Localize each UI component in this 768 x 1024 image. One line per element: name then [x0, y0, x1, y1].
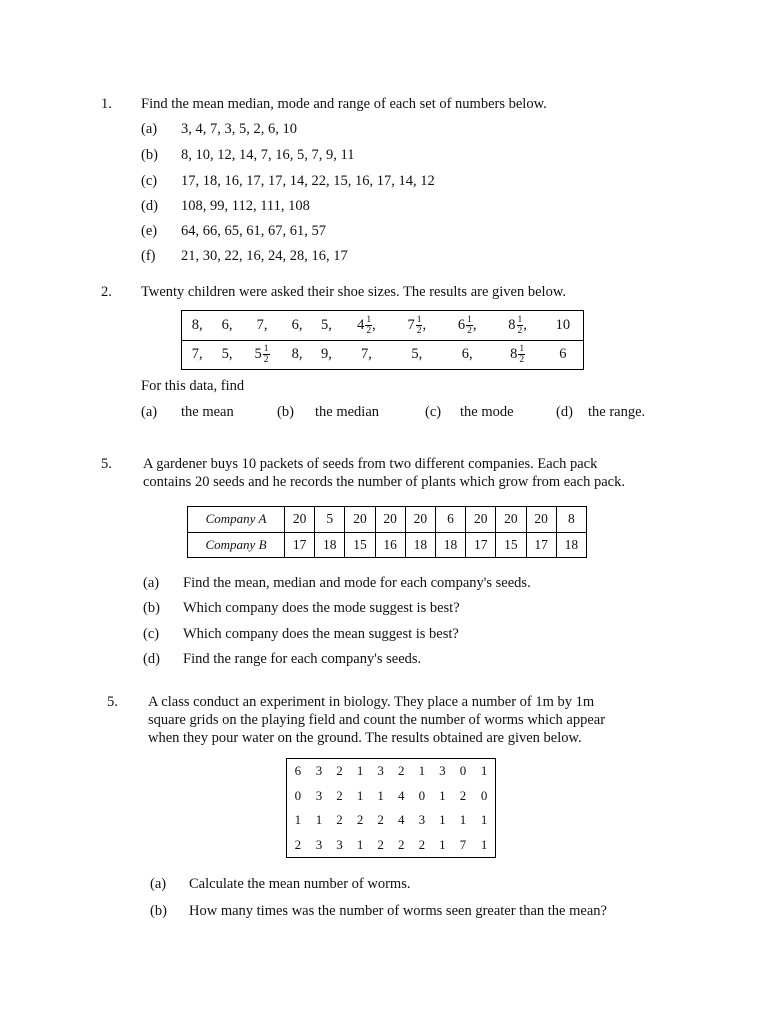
worm-count-cell: 4 — [398, 812, 405, 828]
worm-count-cell: 1 — [439, 787, 446, 803]
q2-prompt: Twenty children were asked their shoe sizes. The results are given below. — [141, 284, 566, 300]
company-b-row — [188, 532, 587, 558]
numerator: 1 — [416, 314, 422, 325]
worm-count-cell: 1 — [480, 812, 488, 828]
shoe-size-cell — [492, 311, 542, 341]
seed-count-cell: 6 — [435, 507, 465, 533]
shoe-size-cell — [282, 340, 311, 370]
worm-count-cell: 0 — [294, 787, 302, 803]
worms-row — [287, 759, 496, 784]
q1-prompt: Find the mean median, mode and range of each set of numbers below. — [141, 96, 547, 112]
item-label: (d) — [143, 651, 160, 667]
shoe-size-cell — [442, 311, 492, 341]
shoe-size-cell — [242, 340, 283, 370]
company-a-label: Company A — [188, 507, 285, 533]
separator: , — [422, 316, 427, 333]
whole: 8, — [191, 316, 203, 333]
item-text: 3, 4, 7, 3, 5, 2, 6, 10 — [181, 121, 297, 137]
seed-count-cell: 20 — [526, 507, 556, 533]
worm-count-cell: 1 — [480, 763, 488, 779]
whole: 5, — [411, 346, 423, 363]
part-text: the mean — [181, 404, 234, 420]
worm-count-cell: 2 — [336, 812, 343, 828]
worm-count-cell: 1 — [439, 812, 446, 828]
worms-row — [287, 784, 496, 808]
item-label: (b) — [143, 600, 160, 616]
shoe-size-cell — [182, 340, 213, 370]
worm-count-cell: 0 — [480, 787, 488, 803]
denominator: 2 — [263, 355, 269, 366]
worm-count-cell: 2 — [418, 836, 426, 852]
worm-count-cell: 2 — [336, 787, 343, 803]
worm-count-cell: 3 — [439, 763, 446, 779]
worm-count-cell: 2 — [377, 812, 384, 828]
item-text: Find the mean, median and mode for each company's seeds. — [183, 575, 531, 591]
item-label: (e) — [141, 223, 158, 239]
seed-count-cell: 20 — [466, 507, 496, 533]
worms-row — [287, 832, 496, 857]
item-label: (b) — [150, 903, 167, 919]
whole: 8 — [510, 346, 518, 363]
whole: 6, — [461, 346, 473, 363]
item-text: 64, 66, 65, 61, 67, 61, 57 — [181, 223, 326, 239]
whole: 7, — [360, 346, 372, 363]
worm-count-cell: 1 — [315, 812, 323, 828]
q2-number: 2. — [101, 284, 112, 300]
item-label: (b) — [141, 147, 158, 163]
shoe-size-cell — [182, 311, 213, 341]
worm-count-cell: 1 — [480, 836, 488, 852]
shoe-size-cell — [312, 340, 341, 370]
seed-count-cell: 5 — [315, 507, 345, 533]
shoe-size-cell — [442, 340, 492, 370]
shoe-size-cell — [543, 340, 584, 370]
item-text: Which company does the mode suggest is best? — [183, 600, 460, 616]
shoe-size-row — [182, 311, 584, 341]
whole: 7, — [191, 346, 203, 363]
seed-count-cell: 17 — [285, 532, 315, 558]
company-b-label: Company B — [188, 532, 285, 558]
worm-count-cell: 2 — [356, 812, 364, 828]
item-label: (f) — [141, 248, 156, 264]
shoe-size-cell — [212, 311, 241, 341]
denominator: 2 — [416, 325, 422, 336]
worm-count-cell: 2 — [398, 836, 405, 852]
shoe-size-cell — [341, 340, 391, 370]
worm-count-cell: 1 — [356, 763, 364, 779]
seed-count-cell: 18 — [405, 532, 435, 558]
q3-prompt-line2: contains 20 seeds and he records the number of plants which grow from each pack. — [143, 474, 625, 490]
worm-count-cell: 1 — [418, 763, 426, 779]
item-label: (d) — [141, 198, 158, 214]
item-label: (a) — [150, 876, 167, 892]
whole: 4 — [357, 316, 365, 333]
worm-count-cell: 6 — [294, 763, 302, 779]
whole: 7 — [407, 316, 415, 333]
q4-prompt-line1: A class conduct an experiment in biology. They place a number of 1m by 1m — [148, 694, 595, 710]
worm-count-cell: 3 — [377, 763, 384, 779]
worm-count-cell: 2 — [398, 763, 405, 779]
worm-count-cell: 3 — [336, 836, 343, 852]
numerator: 1 — [519, 344, 525, 355]
worm-count-cell: 2 — [294, 836, 302, 852]
item-text: Find the range for each company's seeds. — [183, 651, 422, 667]
item-text: 8, 10, 12, 14, 7, 16, 5, 7, 9, 11 — [181, 147, 355, 163]
item-label: (c) — [141, 173, 158, 189]
whole: 5, — [221, 346, 233, 363]
seed-count-cell: 20 — [285, 507, 315, 533]
q3-number: 5. — [101, 456, 112, 472]
numerator: 1 — [366, 314, 372, 325]
shoe-size-cell — [341, 311, 391, 341]
part-label: (a) — [141, 404, 158, 420]
item-text: 21, 30, 22, 16, 24, 28, 16, 17 — [181, 248, 348, 264]
separator: , — [523, 316, 527, 333]
company-a-row — [188, 507, 587, 533]
part-text: the median — [315, 404, 380, 420]
shoe-size-cell — [312, 311, 341, 341]
q2-find-label: For this data, find — [141, 378, 245, 394]
whole: 6 — [457, 316, 466, 333]
worms-table — [286, 758, 496, 858]
part-label: (c) — [425, 404, 442, 420]
whole: 5 — [254, 346, 262, 363]
shoe-size-cell — [392, 311, 442, 341]
numerator: 1 — [263, 344, 269, 355]
item-text: 17, 18, 16, 17, 17, 14, 22, 15, 16, 17, 14, 12 — [181, 173, 435, 189]
worm-count-cell: 2 — [336, 763, 343, 779]
worm-count-cell: 1 — [439, 836, 446, 852]
q1-number: 1. — [101, 96, 112, 112]
numerator: 1 — [467, 314, 472, 325]
item-label: (a) — [143, 575, 160, 591]
fraction — [518, 344, 525, 365]
worm-count-cell: 0 — [418, 787, 426, 803]
shoe-size-cell — [282, 311, 311, 341]
part-text: the range. — [588, 404, 646, 420]
whole: 8 — [508, 316, 516, 333]
whole: 6 — [559, 346, 567, 363]
fraction — [466, 315, 473, 336]
denominator: 2 — [519, 355, 525, 366]
item-label: (a) — [141, 121, 158, 137]
part-text: the mode — [460, 404, 514, 420]
whole: 6, — [291, 316, 303, 333]
worm-count-cell: 1 — [356, 836, 364, 852]
item-text: Which company does the mean suggest is best? — [183, 626, 459, 642]
whole: 9, — [321, 346, 332, 363]
item-text: How many times was the number of worms seen greater than the mean? — [189, 903, 607, 919]
worm-count-cell: 3 — [315, 787, 323, 803]
numerator: 1 — [517, 314, 523, 325]
seed-count-cell: 20 — [345, 507, 375, 533]
seed-count-cell: 15 — [345, 532, 375, 558]
shoe-size-table — [181, 310, 584, 370]
item-label: (c) — [143, 626, 160, 642]
separator: , — [472, 316, 477, 333]
seed-count-cell: 15 — [496, 532, 526, 558]
worm-count-cell: 3 — [315, 763, 323, 779]
shoe-size-cell — [492, 340, 542, 370]
seed-count-cell: 8 — [556, 507, 586, 533]
whole: 8, — [291, 346, 303, 363]
shoe-size-cell — [242, 311, 283, 341]
shoe-size-cell — [543, 311, 584, 341]
whole: 10 — [555, 316, 571, 333]
worm-count-cell: 1 — [356, 787, 364, 803]
whole: 7, — [256, 316, 268, 333]
seed-count-cell: 20 — [375, 507, 405, 533]
denominator: 2 — [366, 325, 372, 336]
seed-count-cell: 17 — [466, 532, 496, 558]
seed-count-cell: 20 — [496, 507, 526, 533]
fraction — [263, 344, 270, 365]
seed-count-cell: 18 — [435, 532, 465, 558]
seeds-table — [187, 506, 587, 558]
worm-count-cell: 1 — [294, 812, 302, 828]
whole: 6, — [221, 316, 233, 333]
q4-number: 5. — [107, 694, 118, 710]
seed-count-cell: 16 — [375, 532, 405, 558]
worm-count-cell: 1 — [377, 787, 384, 803]
shoe-size-cell — [392, 340, 442, 370]
seed-count-cell: 20 — [405, 507, 435, 533]
shoe-size-cell — [212, 340, 241, 370]
worm-count-cell: 3 — [418, 812, 426, 828]
denominator: 2 — [467, 325, 472, 336]
separator: , — [372, 316, 376, 333]
worm-count-cell: 3 — [315, 836, 323, 852]
item-text: Calculate the mean number of worms. — [189, 876, 411, 892]
denominator: 2 — [517, 325, 523, 336]
seed-count-cell: 17 — [526, 532, 556, 558]
worm-count-cell: 4 — [398, 787, 405, 803]
seed-count-cell: 18 — [556, 532, 586, 558]
q3-prompt-line1: A gardener buys 10 packets of seeds from two different companies. Each pack — [143, 456, 598, 472]
part-label: (b) — [277, 404, 294, 420]
part-label: (d) — [556, 404, 573, 420]
worm-count-cell: 1 — [459, 812, 467, 828]
worm-count-cell: 0 — [459, 763, 467, 779]
whole: 5, — [321, 316, 332, 333]
q4-prompt-line2: square grids on the playing field and count the number of worms which appear — [148, 712, 606, 728]
seed-count-cell: 18 — [315, 532, 345, 558]
worms-row — [287, 808, 496, 832]
item-text: 108, 99, 112, 111, 108 — [181, 198, 310, 214]
shoe-size-row — [182, 340, 584, 370]
worm-count-cell: 2 — [459, 787, 467, 803]
worm-count-cell: 7 — [459, 836, 467, 852]
q4-prompt-line3: when they pour water on the ground. The results obtained are given below. — [148, 730, 582, 746]
worm-count-cell: 2 — [377, 836, 384, 852]
